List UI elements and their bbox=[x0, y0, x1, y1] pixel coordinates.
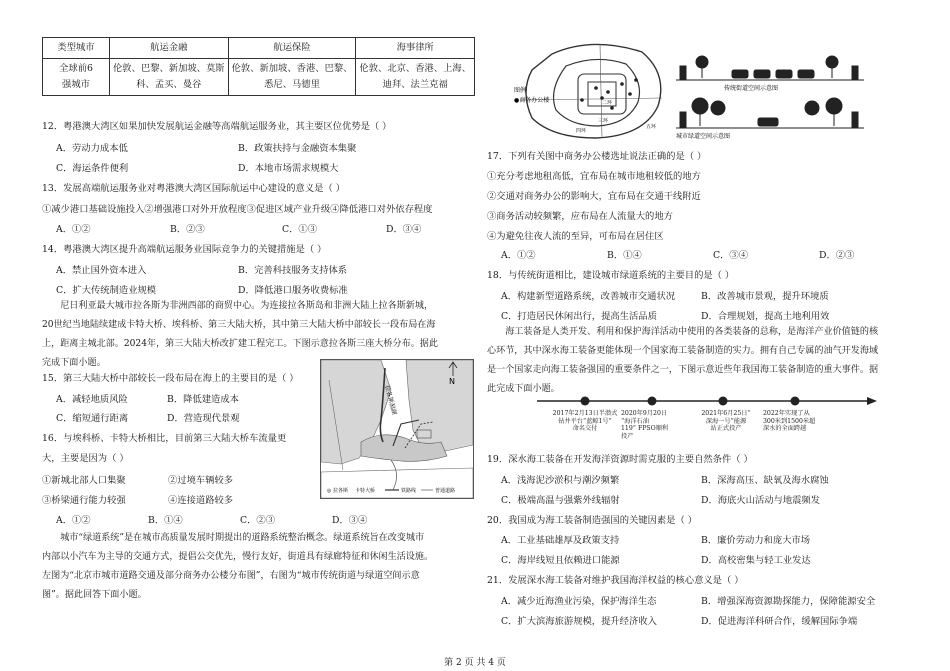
q15-option-c[interactable]: C．缩短通行距离 bbox=[56, 413, 129, 424]
table-cell: 伦敦、北京、香港、上海、 迪拜、法兰克福 bbox=[356, 59, 475, 96]
q16-statement-2: ②过境车辆较多 bbox=[168, 475, 234, 486]
q12-option-d[interactable]: D．本地市场需求规模大 bbox=[238, 163, 339, 174]
q21-option-a[interactable]: A．减少近海渔业污染，保护海洋生态 bbox=[501, 596, 657, 607]
q16-option-a[interactable]: A．①② bbox=[56, 515, 91, 526]
q13-option-c[interactable]: C．①③ bbox=[282, 224, 318, 235]
page-number: 第 2 页 共 4 页 bbox=[444, 658, 506, 668]
street-space-diagrams bbox=[672, 40, 868, 140]
q17-statement-4: ④为避免往夜人流的至异，可布局在居住区 bbox=[487, 231, 664, 242]
q18-option-a[interactable]: A．构建新型道路系统，改善城市交通状况 bbox=[501, 291, 676, 302]
q18-option-b[interactable]: B．改善城市景观，提升环境质 bbox=[701, 291, 829, 302]
q14-option-d[interactable]: D．降低港口服务收费标准 bbox=[238, 285, 348, 296]
timeline-point bbox=[719, 397, 728, 406]
timeline-point bbox=[581, 397, 590, 406]
q20-option-a[interactable]: A．工业基础雄厚及政策支持 bbox=[501, 535, 620, 546]
q14-option-a[interactable]: A．禁止国外资本进入 bbox=[56, 265, 147, 276]
q15-option-a[interactable]: A．减轻地质风险 bbox=[56, 394, 128, 405]
legend-lagos: ◎ 拉各斯 bbox=[327, 488, 348, 494]
q14-stem: 14．粤港澳大湾区提升高端航运服务业国际竞争力的关键措施是（ ） bbox=[42, 244, 327, 255]
q20-option-b[interactable]: B．廉价劳动力和庞大市场 bbox=[701, 535, 811, 546]
q13-statements: ①减少港口基础设施投入②增强港口对外开放程度③促进区域产业升级④降低港口对外依存程度 bbox=[42, 204, 433, 215]
timeline-event-1: 2017年2月13日半潜式 钻井平台“蓝鲸1号” 命名交付 bbox=[552, 410, 618, 432]
q12-stem: 12．粤港澳大湾区如果加快发展航运金融等高端航运服务业，其主要区位优势是（ ） bbox=[42, 121, 392, 132]
table-header-cell: 航运金融 bbox=[110, 38, 229, 59]
q21-stem: 21．发展深水海工装备对维护我国海洋权益的核心意义是（ ） bbox=[487, 575, 744, 586]
q19-stem: 19．深水海工装备在开发海洋资源时需克服的主要自然条件（ ） bbox=[487, 454, 753, 465]
north-arrow-label: N bbox=[449, 377, 455, 386]
q17-option-a[interactable]: A．①② bbox=[501, 250, 536, 261]
q13-stem: 13．发展高端航运服务业对粤港澳大湾区国际航运中心建设的意义是（ ） bbox=[42, 183, 345, 194]
q18-option-d[interactable]: D．合理规划，提高土地利用效 bbox=[701, 311, 830, 322]
timeline-point bbox=[791, 397, 800, 406]
q20-option-d[interactable]: D．高校密集与轻工业发达 bbox=[701, 555, 811, 566]
q16-statement-1: ①新城北部人口集聚 bbox=[42, 475, 126, 486]
lagoon-label: 拉各斯潟湖 bbox=[383, 384, 398, 416]
q13-option-a[interactable]: A．①② bbox=[56, 224, 91, 235]
q13-option-b[interactable]: B．②③ bbox=[170, 224, 205, 235]
q19-option-c[interactable]: C．极端高温与强紫外线辐射 bbox=[501, 495, 620, 506]
offshore-timeline bbox=[535, 393, 880, 445]
legend-railway: 铁路线 bbox=[401, 488, 417, 494]
table-header-cell: 类型城市 bbox=[43, 38, 110, 59]
q16-option-c[interactable]: C．②③ bbox=[240, 515, 276, 526]
ring-road-3: 三环 bbox=[598, 118, 609, 124]
q17-stem: 17．下列有关图中商务办公楼选址说法正确的是（ ） bbox=[487, 151, 707, 162]
q12-option-c[interactable]: C．海运条件便利 bbox=[56, 163, 129, 174]
q17-statement-2: ②交通对商务办公的影响大，宜布局在交通干线附近 bbox=[487, 191, 701, 202]
q17-statement-3: ③商务活动较频繁，应布局在人流量大的地方 bbox=[487, 211, 673, 222]
q19-option-b[interactable]: B．深海高压、缺氧及海水腐蚀 bbox=[701, 475, 829, 486]
greenway-street-caption: 城市绿道空间示意图 bbox=[676, 133, 731, 140]
city-ranking-table bbox=[42, 37, 475, 96]
lagos-bridges-map bbox=[320, 359, 474, 499]
q14-option-b[interactable]: B．完善科技服务支持体系 bbox=[238, 265, 348, 276]
q12-option-a[interactable]: A．劳动力成本低 bbox=[56, 143, 128, 154]
q16-stem-cont: 大，主要是因为（ ） bbox=[42, 453, 129, 464]
q13-option-d[interactable]: D．③④ bbox=[386, 224, 422, 235]
timeline-event-2: 2020年9月20日 “海洋石油 119” FPSO顺利 投产 bbox=[621, 410, 669, 440]
map-legend-office: ●商务办公楼 bbox=[514, 97, 550, 104]
q16-stem: 16．与埃科桥、卡特大桥相比，目前第三大陆大桥车流量更 bbox=[42, 433, 287, 444]
timeline-point bbox=[648, 397, 657, 406]
table-row-label: 全球前6 强城市 bbox=[43, 59, 110, 96]
timeline-event-3: 2021年6月25日“ 深海一号”能源 站正式投产 bbox=[701, 410, 751, 432]
q21-option-b[interactable]: B．增强深海资源勘探能力，保障能源安全 bbox=[701, 596, 876, 607]
q18-option-c[interactable]: C．打造居民休闲出行，提高生活品质 bbox=[501, 311, 657, 322]
q16-statement-4: ④连接道路较多 bbox=[168, 495, 234, 506]
q17-option-d[interactable]: D．②③ bbox=[819, 250, 855, 261]
table-cell: 伦敦、巴黎、新加坡、莫斯 科、孟买、曼谷 bbox=[110, 59, 229, 96]
q12-option-b[interactable]: B．政策扶持与金融资本集聚 bbox=[238, 143, 357, 154]
legend-carter-bridge: 卡特大桥 bbox=[355, 488, 376, 494]
q17-statement-1: ①充分考虑地租高低，宜布局在城市地租较低的地方 bbox=[487, 171, 701, 182]
q19-option-a[interactable]: A．浅海泥沙淤积与潮汐频繁 bbox=[501, 475, 620, 486]
timeline-event-4: 2022年实现了从 300米到1500米超 深水的全面跨越 bbox=[763, 410, 816, 432]
q17-option-c[interactable]: C．③④ bbox=[713, 250, 749, 261]
q21-option-d[interactable]: D．促进海洋科研合作，缓解国际争端 bbox=[701, 616, 858, 627]
q16-option-b[interactable]: B．①④ bbox=[148, 515, 183, 526]
table-cell: 伦敦、新加坡、香港、巴黎、 悉尼、马德里 bbox=[228, 59, 356, 96]
q15-option-d[interactable]: D．营造现代景观 bbox=[167, 413, 240, 424]
q21-option-c[interactable]: C．扩大滨海旅游规模，提升经济收入 bbox=[501, 616, 657, 627]
q17-option-b[interactable]: B．①④ bbox=[607, 250, 642, 261]
table-header-cell: 海事律所 bbox=[356, 38, 475, 59]
beijing-business-map bbox=[512, 40, 672, 140]
map-legend-title: 图例 bbox=[514, 87, 527, 94]
passage-greenway: 城市“绿道系统”是在城市高质量发展时期提出的道路系统整治概念。绿道系统旨在改变城市 内部以小汽车为主导的交通方式，提倡公交优先，慢行友好，街道具有绿廊特征和休闲生活设施。 左图为“北京市城市道路交通及部分商务办公楼分布图”，右图为“城市传统街道与绿道空间示意 图”。据此回答下面小题。 bbox=[42, 533, 434, 600]
legend-road: 普通道路 bbox=[435, 488, 456, 494]
q20-stem: 20．我国成为海工装备制造强国的关键因素是（ ） bbox=[487, 515, 698, 526]
q19-option-d[interactable]: D．海底火山活动与地震频发 bbox=[701, 495, 821, 506]
q18-stem: 18．与传统街道相比，建设城市绿道系统的主要目的是（ ） bbox=[487, 270, 735, 281]
table-header-cell: 航运保险 bbox=[228, 38, 356, 59]
passage-offshore-equipment: 海工装备是人类开发、利用和保护海洋活动中使用的各类装备的总称，是海洋产业价值链的核 心环节，其中深水海工装备更能体现一个国家海工装备制造的实力。拥有自己专属的油气开发海域 是一个国家走向海工装备强国的重要条件之一，下图示意近些年我国海工装备制造的重大事件。据 此完成下面小题。 bbox=[487, 327, 879, 394]
q20-option-c[interactable]: C．海岸线短且依赖进口能源 bbox=[501, 555, 620, 566]
q15-option-b[interactable]: B．降低建造成本 bbox=[167, 394, 239, 405]
q16-option-d[interactable]: D．③④ bbox=[332, 515, 368, 526]
passage-lagos: 尼日利亚最大城市拉各斯为非洲西部的商贸中心。为连接拉各斯岛和非洲大陆上拉各斯新城， 20世纪当地陆续建成卡特大桥、埃科桥、第三大陆大桥，其中第三大陆大桥中部较长一段布局在海 上，距离主城北部。2024年，第三大陆大桥改扩建工程完工。下图示意拉各斯三座大桥分布。据此 完成下面小题。 bbox=[42, 301, 438, 368]
q15-stem: 15．第三大陆大桥中部较长一段布局在海上的主要目的是（ ） bbox=[42, 373, 299, 384]
traditional-street-caption: 传统街道空间示意图 bbox=[724, 85, 779, 92]
ring-road-2: 二环 bbox=[602, 100, 613, 106]
q16-statement-3: ③桥梁通行能力较强 bbox=[42, 495, 126, 506]
q14-option-c[interactable]: C．扩大传统制造业规模 bbox=[56, 285, 157, 296]
ring-road-4: 四环 bbox=[576, 128, 587, 134]
ring-road-5: 五环 bbox=[646, 124, 657, 130]
